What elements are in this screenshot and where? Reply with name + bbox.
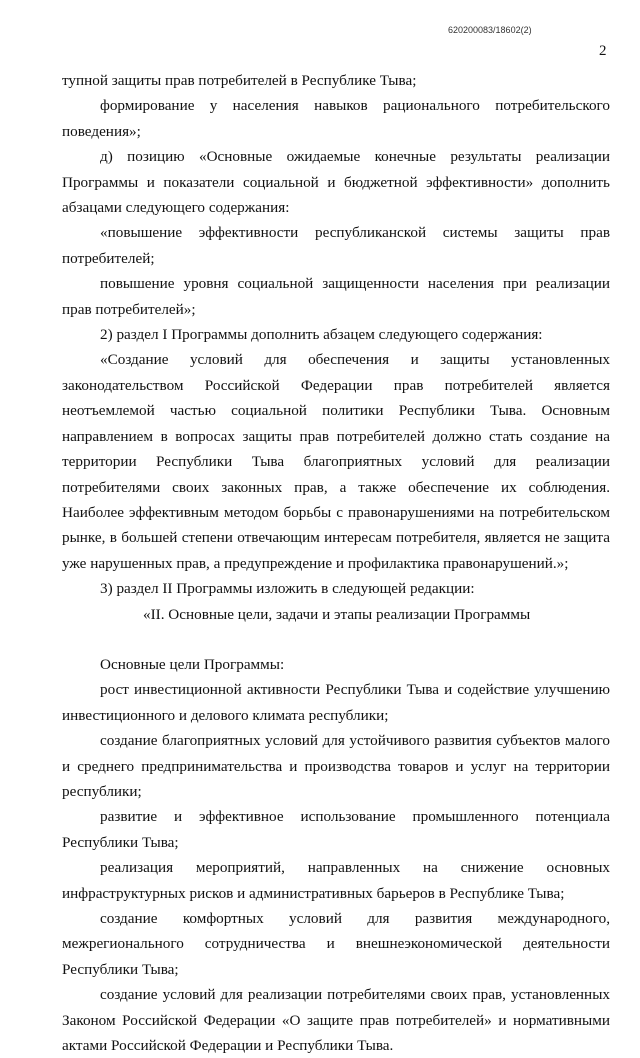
paragraph: развитие и эффективное использование промышленного потенциала Республики Тыва; [62, 808, 610, 851]
document-body [62, 68, 610, 1058]
paragraph: реализация мероприятий, направленных на снижение основных инфраструктурных рисков и административных барьеров в Республике Тыва; [62, 859, 610, 902]
paragraph: повышение уровня социальной защищенности населения при реализации прав потребителей»; [62, 275, 610, 318]
paragraph: формирование у населения навыков рационального потребительского поведения»; [62, 97, 610, 140]
paragraph: Основные цели Программы: [100, 655, 285, 673]
paragraph: 2) раздел I Программы дополнить абзацем следующего содержания: [100, 326, 543, 344]
paragraph: «повышение эффективности республиканской системы защиты прав потребителей; [62, 224, 610, 267]
document-code: 620200083/18602(2) [448, 25, 532, 35]
paragraph: д) позицию «Основные ожидаемые конечные результаты реализации Программы и показатели социальной и бюджетной эффективности» дополнить абзацами следующего содержания: [62, 148, 610, 217]
paragraph: создание благоприятных условий для устойчивого развития субъектов малого и среднего предпринимательства и производства товаров и услуг на территории республики; [62, 732, 610, 800]
paragraph: создание условий для реализации потребителями своих прав, установленных Законом Российской Федерации «О защите прав потребителей» и нормативными актами Российской Федерации и Республики Тыва. [62, 986, 610, 1055]
section-heading: «II. Основные цели, задачи и этапы реализации Программы [143, 605, 531, 623]
paragraph: создание комфортных условий для развития международного, межрегионального сотрудничества и внешнеэкономической деятельности Республики Тыва; [62, 910, 610, 978]
paragraph: тупной защиты прав потребителей в Республике Тыва; [62, 72, 417, 89]
paragraph: «Создание условий для обеспечения и защиты установленных законодательством Российской Федерации прав потребителей является неотъемлемой частью социальной политики Республики Тыва. Основным направлением в вопросах защиты прав потребителей должно стать создание на территории Республики Тыва благоприятных условий для реализации потребителями своих законных прав, а также обеспечение их соблюдения. Наиболее эффективным методом борьбы с правонарушениями на потребительском рынке, в большей степени отвечающим интересам потребителя, является не защита уже нарушенных прав, а предупреждение и профилактика правонарушений.»; [62, 351, 610, 572]
paragraph: рост инвестиционной активности Республики Тыва и содействие улучшению инвестиционного и делового климата республики; [62, 681, 610, 724]
spacer [62, 627, 610, 652]
paragraph: 3) раздел II Программы изложить в следующей редакции: [100, 580, 475, 598]
page-number: 2 [599, 43, 607, 59]
